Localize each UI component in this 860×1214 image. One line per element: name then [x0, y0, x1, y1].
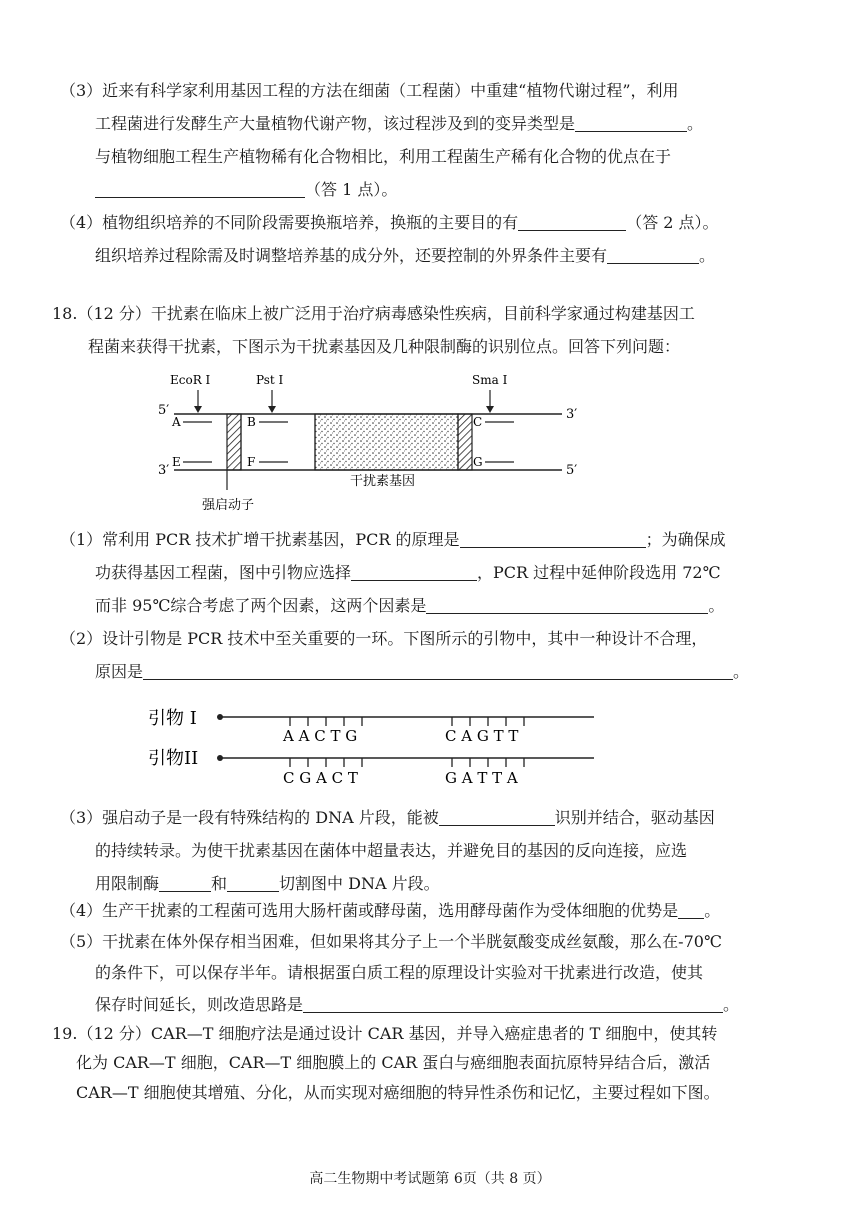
answer-blank[interactable] — [678, 902, 704, 919]
ecori-label: EcoR I — [170, 373, 211, 387]
answer-blank[interactable] — [159, 875, 211, 892]
label-e: E — [172, 455, 181, 469]
q19-line1: 19.（12 分）CAR—T 细胞疗法是通过设计 CAR 基因，并导入癌症患者的 T 细胞中，使其转 — [52, 1024, 718, 1043]
q18-3-line2: 的持续转录。为使干扰素基因在菌体中超量表达，并避免目的基因的反向连接，应选 — [95, 841, 688, 860]
q18-3-line1: （3）强启动子是一段有特殊结构的 DNA 片段，能被 识别并结合，驱动基因 — [60, 808, 715, 827]
q18-5-line1: （5）干扰素在体外保存相当困难，但如果将其分子上一个半胱氨酸变成丝氨酸，那么在-70℃ — [60, 932, 722, 951]
gene-label: 干扰素基因 — [350, 474, 416, 489]
answer-blank[interactable] — [426, 597, 708, 614]
answer-blank[interactable] — [460, 531, 646, 548]
label-f: F — [247, 455, 256, 469]
q18-intro-line1: 18.（12 分）干扰素在临床上被广泛用于治疗病毒感染性疾病，目前科学家通过构建基因工 — [52, 304, 695, 323]
q18-3-line3: 用限制酶 和 切割图中 DNA 片段。 — [95, 874, 440, 893]
answer-blank[interactable] — [95, 181, 305, 198]
primer1-label: 引物 I — [148, 708, 197, 729]
label-c: C — [473, 415, 483, 429]
primer2-label: 引物II — [148, 748, 199, 769]
primer1-seq2: C A G T T — [445, 727, 519, 745]
q17-3-line4: （答 1 点）。 — [95, 179, 397, 201]
q17-3-line3: 与植物细胞工程生产植物稀有化合物相比，利用工程菌生产稀有化合物的优点在于 — [95, 147, 672, 166]
q18-5-line3: 保存时间延长，则改造思路是 。 — [95, 995, 740, 1014]
answer-blank[interactable] — [227, 875, 279, 892]
q17-3-line1: （3）近来有科学家利用基因工程的方法在细菌（工程菌）中重建“植物代谢过程”，利用 — [60, 81, 679, 100]
q19-line3: CAR—T 细胞使其增殖、分化，从而实现对癌细胞的特异性杀伤和记忆，主要过程如下图。 — [76, 1083, 720, 1102]
answer-blank[interactable] — [143, 663, 733, 680]
three-prime-bottom: 3′ — [158, 463, 170, 478]
q19-line2: 化为 CAR—T 细胞，CAR—T 细胞膜上的 CAR 蛋白与癌细胞表面抗原特异结合后，激活 — [76, 1053, 711, 1072]
answer-blank[interactable] — [575, 115, 687, 132]
promoter-label: 强启动子 — [202, 498, 255, 513]
psti-label: Pst I — [256, 373, 284, 387]
answer-blank[interactable] — [439, 809, 555, 826]
q18-intro-line2: 程菌来获得干扰素，下图示为干扰素基因及几种限制酶的识别位点。回答下列问题： — [88, 337, 681, 356]
q18-1-line1: （1）常利用 PCR 技术扩增干扰素基因，PCR 的原理是 ；为确保成 — [60, 530, 726, 549]
q17-4-line1: （4）植物组织培养的不同阶段需要换瓶培养，换瓶的主要目的有 （答 2 点）。 — [60, 213, 719, 232]
q17-3-line2: 工程菌进行发酵生产大量植物代谢产物，该过程涉及到的变异类型是 。 — [95, 114, 704, 133]
q17-4-line2: 组织培养过程除需及时调整培养基的成分外，还要控制的外界条件主要有 。 — [95, 246, 716, 265]
answer-blank[interactable] — [607, 247, 699, 264]
q18-4-line1: （4）生产干扰素的工程菌可选用大肠杆菌或酵母菌，选用酵母菌作为受体细胞的优势是 。 — [60, 901, 721, 920]
page-footer: 高二生物期中考试题第 6页（共 8 页） — [309, 1171, 551, 1187]
q18-1-line2: 功获得基因工程菌，图中引物应选择 ，PCR 过程中延伸阶段选用 72℃ — [95, 563, 721, 582]
primer2-seq1: C G A C T — [283, 769, 358, 787]
q18-1-line3: 而非 95℃综合考虑了两个因素，这两个因素是 。 — [95, 596, 725, 615]
label-b: B — [247, 415, 256, 429]
q18-2-line2: 原因是 。 — [95, 662, 750, 681]
primer1-seq1: A A C T G — [283, 727, 358, 745]
five-prime-top: 5′ — [158, 403, 170, 418]
answer-blank[interactable] — [303, 996, 723, 1013]
primer2-seq2: G A T T A — [445, 769, 518, 787]
label-a: A — [172, 415, 181, 429]
q18-2-line1: （2）设计引物是 PCR 技术中至关重要的一环。下图所示的引物中，其中一种设计不合理， — [60, 629, 708, 648]
smai-label: Sma I — [472, 373, 508, 387]
five-prime-bottom: 5′ — [566, 463, 578, 478]
answer-blank[interactable] — [351, 564, 477, 581]
dna-restriction-diagram — [150, 368, 610, 516]
q18-5-line2: 的条件下，可以保存半年。请根据蛋白质工程的原理设计实验对干扰素进行改造，使其 — [95, 963, 704, 982]
three-prime-top: 3′ — [566, 407, 578, 422]
label-g: G — [473, 455, 483, 469]
answer-blank[interactable] — [518, 214, 626, 231]
primers-diagram — [148, 700, 608, 800]
